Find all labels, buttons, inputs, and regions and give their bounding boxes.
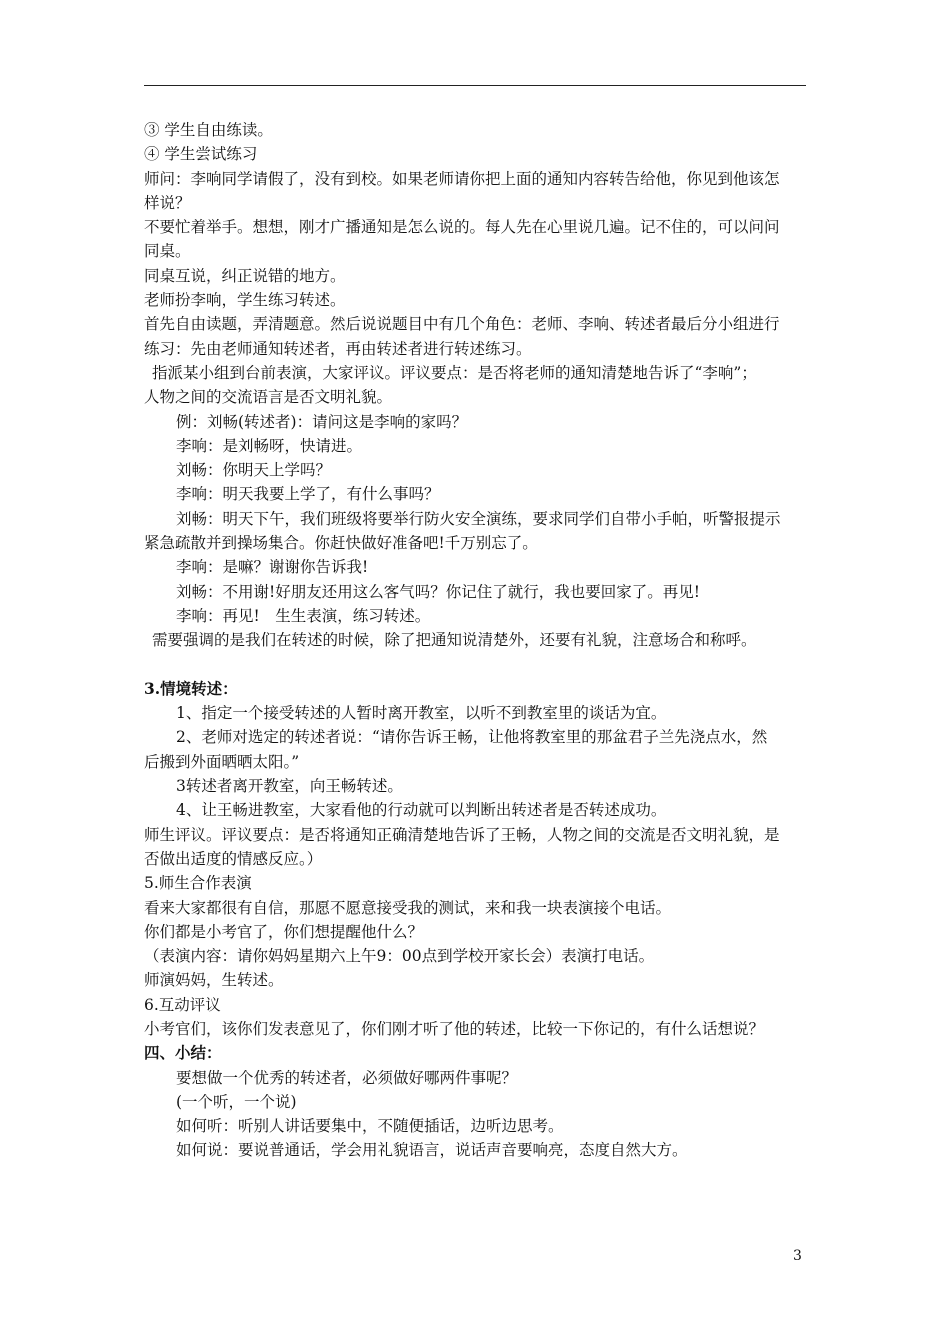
dialogue-line: 李响：是刘畅呀，快请进。 [176,436,363,455]
text-line: 练习：先由老师通知转述者，再由转述者进行转述练习。 [144,339,532,358]
text-line: 2、老师对选定的转述者说：“请你告诉王畅，让他将教室里的那盆君子兰先浇点水，然 [176,728,768,747]
text-line: 老师扮李响，学生练习转述。 [144,291,346,310]
section-heading: 6.互动评议 [144,995,221,1014]
text-line: 样说？ [144,193,191,212]
blank-line [144,653,810,677]
text-line: ④ 学生尝试练习 [144,145,258,164]
text-line: （表演内容：请你妈妈星期六上午9：00点到学校开家长会）表演打电话。 [144,947,655,966]
dialogue-line: 李响：明天我要上学了，有什么事吗？ [176,485,440,504]
dialogue-line: 刘畅：明天下午，我们班级将要举行防火安全演练，要求同学们自带小手帕，听警报提示 [176,509,781,528]
text-line: 看来大家都很有自信，那愿不愿意接受我的测试，来和我一块表演接个电话。 [144,898,672,917]
section-heading: 5.师生合作表演 [144,874,252,893]
text-line: 不要忙着举手。想想，刚才广播通知是怎么说的。每人先在心里说几遍。记不住的，可以问问 [144,218,780,237]
dialogue-line: 李响：再见! 生生表演，练习转述。 [176,606,431,625]
text-line: 师问：李响同学请假了，没有到校。如果老师请你把上面的通知内容转告给他，你见到他该怎 [144,169,780,188]
text-line: 1、指定一个接受转述的人暂时离开教室，以听不到教室里的谈话为宜。 [176,704,667,723]
page-number: 3 [793,1248,802,1264]
dialogue-line: 李响：是嘛？谢谢你告诉我! [176,558,369,577]
text-line: 人物之间的交流语言是否文明礼貌。 [144,388,393,407]
text-line: 需要强调的是我们在转述的时候，除了把通知说清楚外，还要有礼貌，注意场合和称呼。 [152,631,757,650]
dialogue-line: 刘畅：你明天上学吗？ [176,461,332,480]
text-line: 如何说：要说普通话，学会用礼貌语言，说话声音要响亮，态度自然大方。 [176,1141,688,1160]
section-heading: 3.情境转述： [144,678,238,698]
text-line: ③ 学生自由练读。 [144,121,273,139]
text-line: 否做出适度的情感反应。） [144,849,323,868]
text-line: 小考官们，该你们发表意见了，你们刚才听了他的转述，比较一下你记的，有什么话想说？ [144,1019,765,1038]
page-body [144,118,810,1163]
text-line: 3转述者离开教室，向王畅转述。 [176,777,403,796]
text-line: (一个听，一个说) [176,1092,297,1111]
text-line: 如何听：听别人讲话要集中，不随便插话，边听边思考。 [176,1117,564,1136]
text-line: 4、让王畅进教室，大家看他的行动就可以判断出转述者是否转述成功。 [176,801,667,820]
text-line: 指派某小组到台前表演，大家评议。评议要点：是否将老师的通知清楚地告诉了“李响”； [152,363,757,382]
dialogue-line: 例：刘畅(转述者)：请问这是李响的家吗？ [176,412,468,431]
text-line: 同桌互说，纠正说错的地方。 [144,266,346,285]
header-rule [144,85,806,86]
text-line: 要想做一个优秀的转述者，必须做好哪两件事呢？ [176,1068,518,1087]
text-line: 首先自由读题，弄清题意。然后说说题目中有几个角色：老师、李响、转述者最后分小组进行 [144,315,780,334]
text-line: 师演妈妈，生转述。 [144,971,284,990]
section-heading: 四、小结： [144,1043,222,1063]
text-line: 师生评议。评议要点：是否将通知正确清楚地告诉了王畅，人物之间的交流是否文明礼貌，是 [144,825,780,844]
dialogue-line: 刘畅：不用谢!好朋友还用这么客气吗？你记住了就行，我也要回家了。再见! [176,582,700,601]
text-line: 同桌。 [144,242,191,261]
dialogue-line: 紧急疏散并到操场集合。你赶快做好准备吧!千万别忘了。 [144,534,538,553]
text-line: 后搬到外面晒晒太阳。” [144,752,300,771]
text-line: 你们都是小考官了，你们想提醒他什么？ [144,922,424,941]
